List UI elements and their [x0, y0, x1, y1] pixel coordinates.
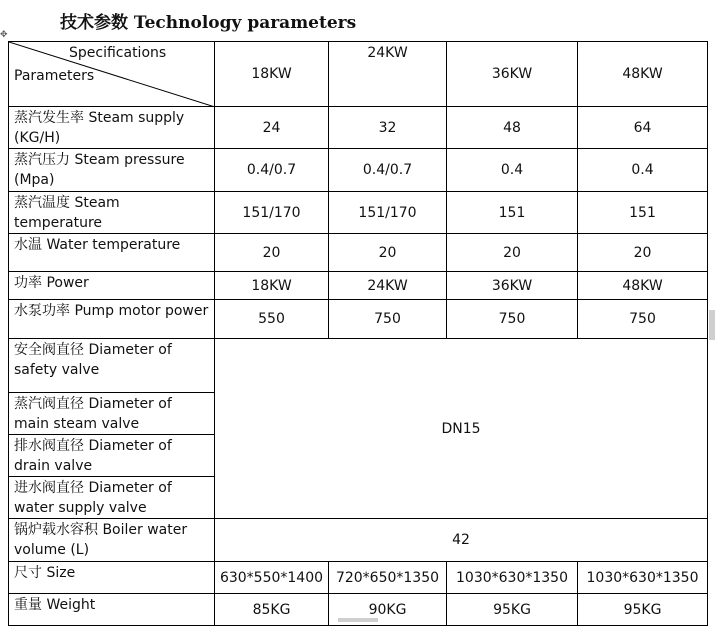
table-cell: 32 — [329, 107, 447, 149]
table-cell: 20 — [329, 234, 447, 272]
table-cell: 1030*630*1350 — [578, 562, 708, 594]
spec-table — [8, 41, 708, 626]
resize-handle[interactable] — [338, 618, 378, 622]
table-row — [9, 300, 708, 339]
table-cell: 36KW — [447, 272, 578, 300]
model-header-24kw: 24KW — [329, 42, 447, 107]
table-cell: 20 — [215, 234, 329, 272]
table-cell: 20 — [578, 234, 708, 272]
steam-supply-label: 蒸汽发生率 Steam supply (KG/H) — [9, 107, 215, 149]
table-cell: 95KG — [578, 594, 708, 626]
table-cell: 95KG — [447, 594, 578, 626]
table-cell: 0.4 — [447, 149, 578, 192]
table-cell: 1030*630*1350 — [447, 562, 578, 594]
table-cell: 151/170 — [329, 192, 447, 234]
header-row — [9, 42, 708, 107]
table-row — [9, 339, 708, 393]
boiler-water-volume-value: 42 — [215, 519, 708, 562]
table-cell: 24 — [215, 107, 329, 149]
model-header-48kw: 48KW — [578, 42, 708, 107]
table-cell: 0.4 — [578, 149, 708, 192]
table-cell: 630*550*1400 — [215, 562, 329, 594]
model-header-36kw: 36KW — [447, 42, 578, 107]
table-cell: 151/170 — [215, 192, 329, 234]
table-cell: 750 — [447, 300, 578, 339]
pump-motor-power-label: 水泵功率 Pump motor power — [9, 300, 215, 339]
table-row — [9, 149, 708, 192]
table-cell: 0.4/0.7 — [215, 149, 329, 192]
scrollbar-handle[interactable] — [709, 310, 715, 340]
table-cell: 750 — [329, 300, 447, 339]
table-row — [9, 272, 708, 300]
size-label: 尺寸 Size — [9, 562, 215, 594]
table-cell: 0.4/0.7 — [329, 149, 447, 192]
table-move-handle-icon[interactable]: ✥ — [0, 30, 8, 40]
drain-valve-label: 排水阀直径 Diameter of drain valve — [9, 435, 215, 477]
diagonal-header-cell — [9, 42, 215, 107]
water-supply-valve-label: 进水阀直径 Diameter of water supply valve — [9, 477, 215, 519]
table-cell: 550 — [215, 300, 329, 339]
model-header-18kw: 18KW — [215, 42, 329, 107]
table-cell: 48 — [447, 107, 578, 149]
table-cell: 90KG — [329, 594, 447, 626]
table-cell: 151 — [447, 192, 578, 234]
table-cell: 18KW — [215, 272, 329, 300]
page-title: 技术参数 Technology parameters — [60, 13, 357, 33]
table-cell: 85KG — [215, 594, 329, 626]
table-row — [9, 234, 708, 272]
parameters-header: Parameters — [14, 68, 95, 84]
safety-valve-label: 安全阀直径 Diameter of safety valve — [9, 339, 215, 393]
table-cell: 20 — [447, 234, 578, 272]
table-row — [9, 562, 708, 594]
steam-temperature-label: 蒸汽温度 Steam temperature — [9, 192, 215, 234]
table-cell: 750 — [578, 300, 708, 339]
table-row — [9, 107, 708, 149]
table-row — [9, 519, 708, 562]
steam-pressure-label: 蒸汽压力 Steam pressure (Mpa) — [9, 149, 215, 192]
table-cell: 720*650*1350 — [329, 562, 447, 594]
valve-diameter-value: DN15 — [215, 339, 708, 519]
table-cell: 151 — [578, 192, 708, 234]
main-steam-valve-label: 蒸汽阀直径 Diameter of main steam valve — [9, 393, 215, 435]
table-cell: 24KW — [329, 272, 447, 300]
power-label: 功率 Power — [9, 272, 215, 300]
boiler-water-volume-label: 锅炉载水容积 Boiler water volume (L) — [9, 519, 215, 562]
table-cell: 48KW — [578, 272, 708, 300]
weight-label: 重量 Weight — [9, 594, 215, 626]
table-cell: 64 — [578, 107, 708, 149]
specifications-header: Specifications — [69, 45, 167, 61]
table-row — [9, 192, 708, 234]
water-temperature-label: 水温 Water temperature — [9, 234, 215, 272]
